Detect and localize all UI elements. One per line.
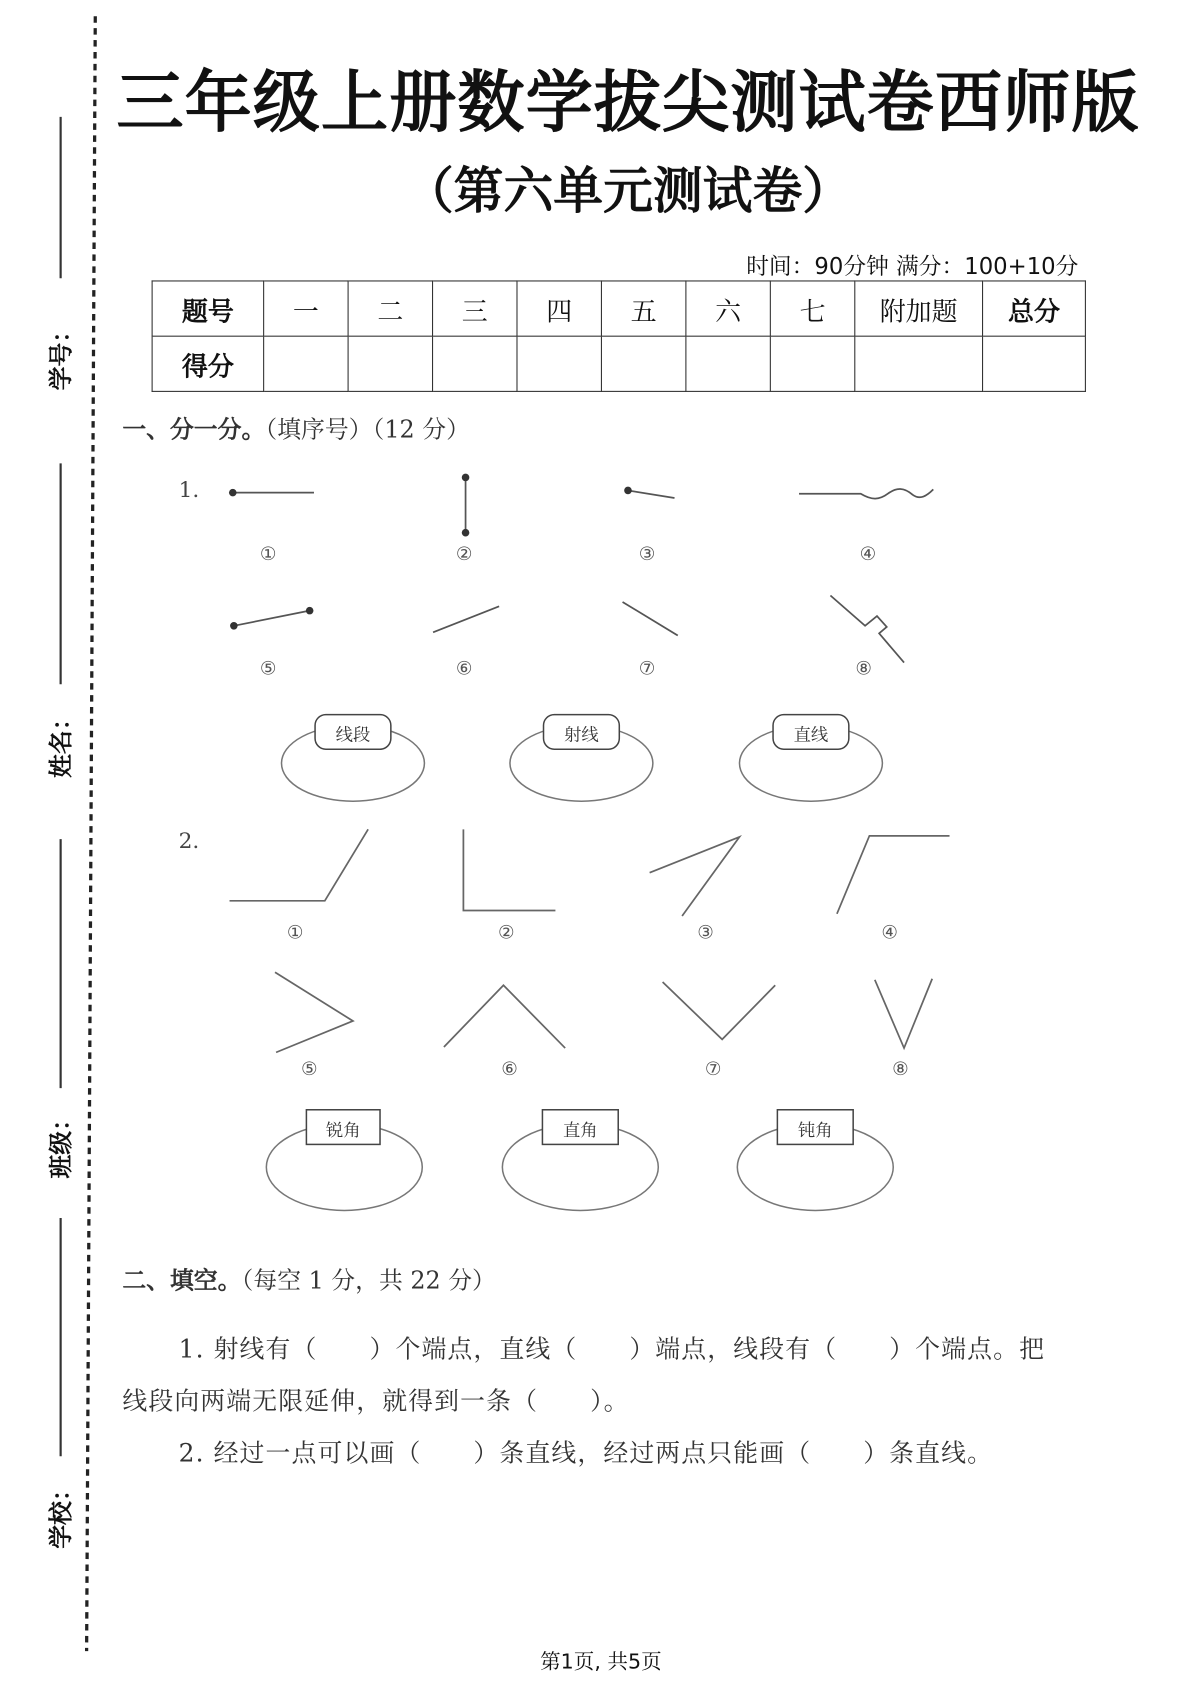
q1-fig-label-1: ① bbox=[259, 543, 277, 566]
row-label-score: 得分 bbox=[152, 336, 264, 391]
q2-number: 2. bbox=[178, 827, 200, 854]
page-indicator: 第1页, 共5页 bbox=[540, 1650, 662, 1674]
col-header: 二 bbox=[348, 281, 432, 336]
q1-fig-label-7: ⑦ bbox=[638, 658, 656, 680]
col-header: 一 bbox=[264, 281, 348, 336]
col-header: 附加题 bbox=[855, 281, 983, 336]
school-label: 学校： bbox=[48, 1477, 76, 1549]
q1-fig-label-3: ③ bbox=[638, 543, 656, 566]
col-header: 七 bbox=[770, 281, 854, 336]
col-header: 总分 bbox=[983, 281, 1086, 336]
student-id-label: 学号： bbox=[48, 318, 76, 391]
fill-blank-q1-line1: 1. 射线有（ ）个端点，直线（ ）端点，线段有（ ）个端点。把 bbox=[178, 1336, 1046, 1365]
row-label-question: 题号 bbox=[152, 281, 264, 336]
tag-right-angle: 直角 bbox=[562, 1119, 598, 1141]
section2-title: 二、填空。 bbox=[122, 1267, 242, 1295]
col-header: 五 bbox=[601, 281, 685, 336]
page-title: 三年级上册数学拔尖测试卷西师版 bbox=[116, 62, 1140, 142]
col-header: 三 bbox=[433, 281, 517, 336]
page-subtitle: （第六单元测试卷） bbox=[403, 161, 853, 220]
q1-fig-label-8: ⑧ bbox=[855, 658, 872, 680]
q1-fig-label-6: ⑥ bbox=[455, 658, 473, 680]
exam-time-and-score: 时间：90分钟 满分：100+10分 bbox=[746, 253, 1079, 280]
tag-obtuse-angle: 钝角 bbox=[797, 1119, 833, 1141]
fill-blank-q2: 2. 经过一点可以画（ ）条直线，经过两点只能画（ ）条直线。 bbox=[178, 1439, 994, 1469]
tag-segment: 线段 bbox=[335, 724, 371, 745]
fill-blank-q1-line2: 线段向两端无限延伸，就得到一条（ ）。 bbox=[122, 1388, 630, 1417]
q1-number: 1. bbox=[178, 476, 200, 503]
q1-fig-label-5: ⑤ bbox=[259, 658, 277, 680]
tag-line: 直线 bbox=[793, 724, 829, 745]
tag-ray: 射线 bbox=[564, 724, 599, 745]
q2-fig-label-1: ① bbox=[286, 922, 304, 945]
q1-fig-label-4: ④ bbox=[859, 543, 877, 566]
class-label: 班级： bbox=[48, 1107, 76, 1179]
q2-fig-label-6: ⑥ bbox=[501, 1058, 518, 1081]
section1-title: 一、分一分。 bbox=[122, 416, 266, 444]
section1-note: （填序号）（12 分） bbox=[265, 416, 470, 444]
section2-note: （每空 1 分，共 22 分） bbox=[241, 1267, 496, 1295]
tag-acute-angle: 锐角 bbox=[325, 1119, 361, 1141]
q2-fig-label-7: ⑦ bbox=[704, 1058, 722, 1081]
q2-fig-label-5: ⑤ bbox=[300, 1058, 318, 1081]
q1-fig-label-2: ② bbox=[455, 543, 473, 566]
col-header: 六 bbox=[686, 281, 770, 336]
section2-heading bbox=[122, 1262, 496, 1296]
q2-fig-label-8: ⑧ bbox=[892, 1058, 909, 1081]
q2-fig-label-2: ② bbox=[498, 922, 515, 945]
name-label: 姓名： bbox=[48, 706, 76, 778]
q2-fig-label-4: ④ bbox=[881, 922, 898, 945]
col-header: 四 bbox=[517, 281, 601, 336]
q2-fig-label-3: ③ bbox=[697, 922, 714, 945]
